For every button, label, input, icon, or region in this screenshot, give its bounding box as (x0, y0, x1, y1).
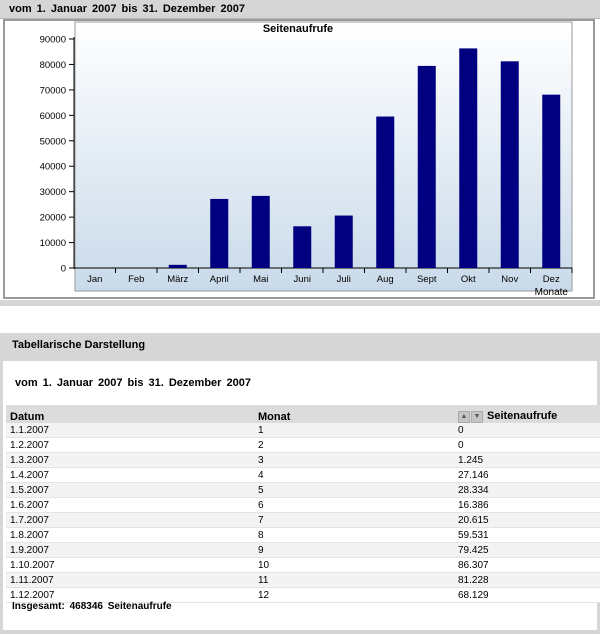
table-header-row (6, 405, 600, 423)
bar-mai (252, 196, 270, 268)
x-tick-label: Nov (501, 274, 519, 285)
cell-monat: 10 (254, 558, 454, 573)
cell-monat: 7 (254, 513, 454, 528)
cell-aufrufe: 79.425 (454, 543, 600, 558)
bar-juli (335, 216, 353, 268)
cell-aufrufe: 20.615 (454, 513, 600, 528)
cell-aufrufe: 28.334 (454, 483, 600, 498)
y-tick-label: 80000 (39, 59, 66, 71)
y-tick-label: 10000 (39, 238, 66, 250)
table-row (6, 543, 600, 558)
cell-monat: 11 (254, 573, 454, 588)
cell-datum: 1.3.2007 (6, 453, 254, 468)
column-header-datum[interactable]: Datum (6, 405, 254, 423)
table-section-title: Tabellarische Darstellung (12, 339, 146, 351)
table-row (6, 483, 600, 498)
report-header (0, 0, 600, 19)
cell-aufrufe: 68.129 (454, 588, 600, 603)
y-tick-label: 40000 (39, 161, 66, 173)
pageviews-table (6, 405, 600, 603)
table-row (6, 468, 600, 483)
pageviews-chart-svg (5, 21, 593, 297)
bar-sept (418, 66, 436, 268)
table-row (6, 528, 600, 543)
x-tick-label: Dez (542, 274, 560, 285)
cell-aufrufe: 1.245 (454, 453, 600, 468)
sort-ascending-icon[interactable]: ▲ (458, 411, 470, 423)
bar-nov (501, 61, 519, 268)
x-tick-label: Jan (87, 274, 103, 285)
cell-datum: 1.10.2007 (6, 558, 254, 573)
y-tick-label: 50000 (39, 136, 66, 148)
cell-monat: 5 (254, 483, 454, 498)
bar-juni (293, 226, 311, 268)
cell-aufrufe: 0 (454, 438, 600, 453)
y-tick-label: 90000 (39, 34, 66, 46)
cell-datum: 1.12.2007 (6, 588, 254, 603)
cell-monat: 12 (254, 588, 454, 603)
x-tick-label: März (167, 274, 189, 285)
cell-datum: 1.7.2007 (6, 513, 254, 528)
x-tick-label: Sept (416, 274, 437, 285)
table-row (6, 423, 600, 438)
column-header-monat[interactable]: Monat (254, 405, 454, 423)
x-tick-label: April (209, 274, 229, 285)
bar-okt (459, 48, 477, 268)
cell-aufrufe: 59.531 (454, 528, 600, 543)
x-axis-label: Monate (534, 287, 568, 297)
table-body (6, 423, 600, 603)
bar-dez (542, 95, 560, 268)
bar-april (210, 199, 228, 268)
column-header-aufrufe-label: Seitenaufrufe (487, 409, 558, 422)
sort-controls (458, 409, 484, 423)
bar-aug (376, 117, 394, 268)
cell-monat: 4 (254, 468, 454, 483)
y-tick-label: 30000 (39, 187, 66, 199)
x-tick-label: Okt (460, 274, 476, 285)
cell-monat: 8 (254, 528, 454, 543)
table-row (6, 438, 600, 453)
cell-aufrufe: 27.146 (454, 468, 600, 483)
table-row (6, 453, 600, 468)
x-tick-label: Feb (128, 274, 145, 285)
cell-monat: 3 (254, 453, 454, 468)
cell-datum: 1.1.2007 (6, 423, 254, 438)
x-tick-label: Mai (253, 274, 269, 285)
cell-datum: 1.5.2007 (6, 483, 254, 498)
section-divider (0, 300, 600, 306)
y-tick-label: 60000 (39, 110, 66, 122)
x-tick-label: Juli (336, 274, 351, 285)
pageviews-chart (3, 19, 595, 299)
table-row (6, 498, 600, 513)
table-section (0, 333, 600, 634)
y-tick-label: 20000 (39, 212, 66, 224)
cell-datum: 1.4.2007 (6, 468, 254, 483)
plot-area (75, 22, 572, 291)
total-summary: Insgesamt: 468346 Seitenaufrufe (12, 601, 172, 612)
column-header-aufrufe[interactable] (454, 405, 600, 423)
chart-title: Seitenaufrufe (262, 23, 334, 35)
cell-datum: 1.6.2007 (6, 498, 254, 513)
sort-descending-icon[interactable]: ▼ (471, 411, 483, 423)
x-tick-label: Juni (293, 274, 311, 285)
table-row (6, 513, 600, 528)
table-row (6, 558, 600, 573)
cell-datum: 1.2.2007 (6, 438, 254, 453)
cell-monat: 2 (254, 438, 454, 453)
bar-märz (169, 265, 187, 268)
y-tick-label: 0 (60, 263, 66, 275)
table-row (6, 573, 600, 588)
cell-datum: 1.8.2007 (6, 528, 254, 543)
cell-monat: 1 (254, 423, 454, 438)
cell-datum: 1.11.2007 (6, 573, 254, 588)
y-tick-label: 70000 (39, 85, 66, 97)
x-tick-label: Aug (376, 274, 394, 285)
cell-monat: 9 (254, 543, 454, 558)
table-panel (3, 361, 597, 630)
cell-aufrufe: 86.307 (454, 558, 600, 573)
cell-datum: 1.9.2007 (6, 543, 254, 558)
cell-aufrufe: 16.386 (454, 498, 600, 513)
report-date-range: vom 1. Januar 2007 bis 31. Dezember 2007 (9, 3, 245, 15)
cell-monat: 6 (254, 498, 454, 513)
cell-aufrufe: 81.228 (454, 573, 600, 588)
cell-aufrufe: 0 (454, 423, 600, 438)
table-date-range: vom 1. Januar 2007 bis 31. Dezember 2007 (15, 377, 251, 389)
